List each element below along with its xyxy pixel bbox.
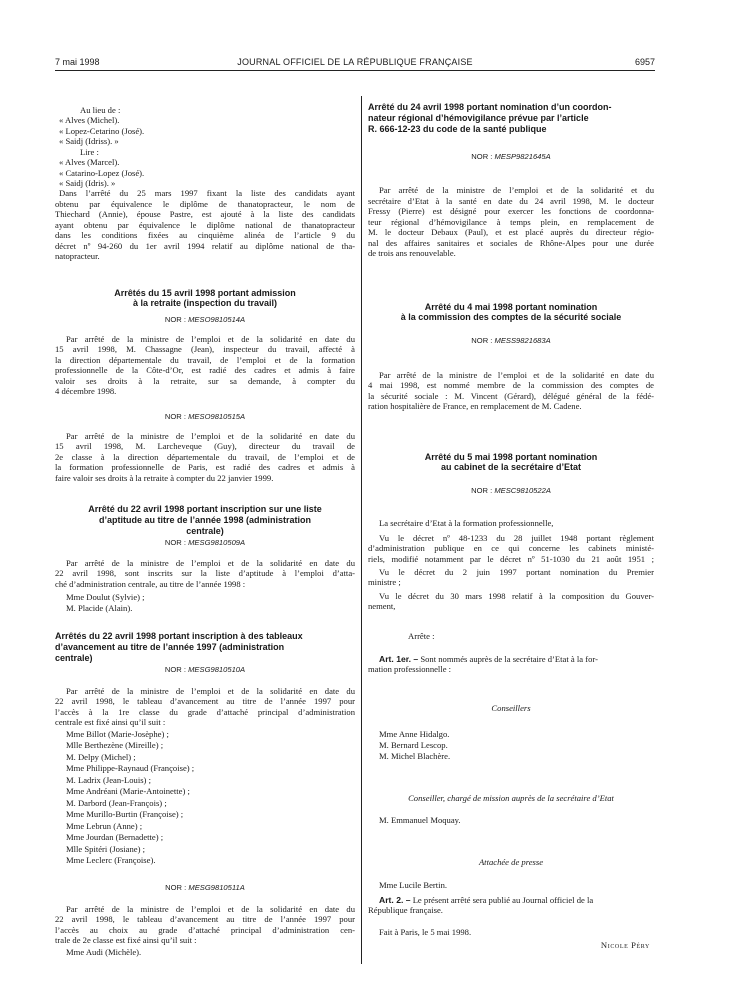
- visa-line: ministre ;: [368, 577, 401, 587]
- nor-code: MESG9810509A: [188, 538, 246, 547]
- para-line: Par arrêté de la ministre de l’emploi et de la solidarité en date du: [66, 904, 355, 914]
- para-line: 4 décembre 1998.: [55, 386, 117, 396]
- nor-label: NOR :: [164, 538, 186, 547]
- para-line: l’accès à la 1re classe du grade d’attaché principal d’administration: [55, 707, 355, 717]
- header-rule: [55, 70, 655, 71]
- name-entry: Mme Andréani (Marie-Antoinette) ;: [66, 786, 190, 796]
- erratum-line: Lire :: [80, 147, 99, 157]
- name-entry: Mlle Spitéri (Josiane) ;: [66, 844, 146, 854]
- header-page-number: 6957: [634, 57, 655, 67]
- para-line: 22 avril 1998, le tableau d’avancement au titre de l’année 1997 pour: [55, 696, 355, 706]
- name-entry: Mme Murillo-Burtin (Françoise) ;: [66, 809, 184, 819]
- section-title: d’aptitude au titre de l’année 1998 (administration: [98, 515, 312, 525]
- column-divider: [361, 96, 362, 964]
- erratum-para-line: obtenu par équivalence le diplôme de thanatopracteur, le nom de: [55, 199, 355, 209]
- para-line: la sécurité sociale : M. Vincent (Gérard), délégué général de la fédé-: [368, 391, 654, 401]
- para-line: 15 avril 1998, M. Chassagne (Jean), inspecteur du travail, affecté à: [55, 344, 355, 354]
- article-2: [379, 895, 593, 905]
- nor-reference: [55, 538, 355, 548]
- nor-reference: [368, 152, 654, 162]
- para-line: valoir ses droits à la retraite, sur sa demande, à compter du: [55, 376, 355, 386]
- name-entry: Mme Billot (Marie-Josèphe) ;: [66, 729, 169, 739]
- name-entry: Mme Audi (Michèle).: [66, 947, 142, 957]
- para-line: 22 avril 1998, sont inscrits sur la liste d’aptitude à l’emploi d’atta-: [55, 568, 355, 578]
- para-line: 4 mai 1998, est nommé membre de la commission des comptes de: [368, 380, 654, 390]
- nor-label: NOR :: [164, 412, 186, 421]
- para-line: faire valoir ses droits à la retraite à compter du 22 janvier 1999.: [55, 473, 274, 483]
- nor-reference: [55, 883, 355, 893]
- erratum-para-line: ayant obtenu par équivalence le diplôme national de thanatopracteur: [55, 220, 355, 230]
- section-title: au cabinet de la secrétaire d’Etat: [440, 462, 582, 472]
- nor-code: MESO9810515A: [188, 412, 246, 421]
- nor-code: MESP9821645A: [494, 152, 551, 161]
- page-header: [55, 57, 655, 71]
- name-entry: M. Darbord (Jean-François) ;: [66, 798, 167, 808]
- para-line: trale de 2e classe est fixé ainsi qu’il suit :: [55, 935, 197, 945]
- nor-reference: [55, 412, 355, 422]
- section-title: à la commission des comptes de la sécurité sociale: [400, 312, 622, 322]
- name-entry: M. Placide (Alain).: [66, 603, 133, 613]
- article-2-continuation: République française.: [368, 905, 443, 915]
- name-entry: M. Bernard Lescop.: [379, 740, 448, 750]
- nor-code: MESC9810522A: [494, 486, 551, 495]
- para-line: M. le docteur Debaux (Paul), et est placé auprès du directeur régio-: [368, 227, 654, 237]
- erratum-para-line: dans les conditions fixées au cinquième alinéa de l’article 9 du: [55, 230, 355, 240]
- section-title: Arrêté du 4 mai 1998 portant nomination: [424, 302, 598, 312]
- nor-code: MESS9821683A: [494, 336, 551, 345]
- article-1-continuation: mation professionnelle :: [368, 664, 452, 674]
- nor-code: MESO9810514A: [188, 315, 246, 324]
- section-title: centrale): [55, 653, 93, 663]
- nor-label: NOR :: [164, 665, 186, 674]
- name-entry: M. Emmanuel Moquay.: [379, 815, 461, 825]
- section-title: Arrêté du 5 mai 1998 portant nomination: [424, 452, 598, 462]
- para-line: Par arrêté de la ministre de l’emploi et de la solidarité en date du: [66, 558, 355, 568]
- visa-line: Vu le décret du 30 mars 1998 relatif à la composition du Gouver-: [379, 591, 654, 601]
- erratum-line: « Alves (Marcel).: [59, 157, 120, 167]
- erratum-line: « Lopez-Cetarino (José).: [59, 126, 145, 136]
- article-1-text: Sont nommés auprès de la secrétaire d’Etat à la for-: [420, 654, 598, 664]
- para-line: professionnelle de la Côte-d’Or, est radié des cadres et admis à faire: [55, 365, 355, 375]
- section-title: Arrêté du 22 avril 1998 portant inscription sur une liste: [88, 504, 322, 514]
- name-entry: Mme Leclerc (Françoise).: [66, 855, 156, 865]
- section-title: R. 666-12-23 du code de la santé publique: [368, 124, 547, 134]
- para-line: teur régional d’hémovigilance à temps plein, en remplacement de: [368, 217, 654, 227]
- arrete-line: Arrête :: [408, 631, 435, 641]
- article-1-label: Art. 1er. –: [379, 654, 419, 664]
- section-title: d’avancement au titre de l’année 1997 (administration: [55, 642, 285, 652]
- visa-line: nement,: [368, 601, 396, 611]
- erratum-line: « Alves (Michel).: [59, 115, 120, 125]
- nor-label: NOR :: [164, 315, 186, 324]
- name-entry: Mme Doulut (Sylvie) ;: [66, 592, 145, 602]
- para-line: Par arrêté de la ministre de l’emploi et de la solidarité en date du: [66, 334, 355, 344]
- fait-line: Fait à Paris, le 5 mai 1998.: [379, 927, 472, 937]
- header-date: 7 mai 1998: [55, 57, 100, 67]
- visa-line: d’administration publique en ce qui concerne les cabinets ministé-: [368, 543, 654, 553]
- para-line: 15 avril 1998, M. Larcheveque (Guy), directeur du travail de: [55, 441, 355, 451]
- name-entry: Mme Anne Hidalgo.: [379, 729, 450, 739]
- presse-heading: Attachée de presse: [478, 857, 544, 867]
- para-line: la direction départementale du travail, de l’emploi et de la formation: [55, 355, 355, 365]
- signature: Nicole Péry: [600, 940, 650, 950]
- para-line: Fressy (Pierre) est désigné pour exercer les fonctions de coordonna-: [368, 206, 654, 216]
- nor-label: NOR :: [471, 336, 493, 345]
- nor-reference: [55, 665, 355, 675]
- header-journal-title: JOURNAL OFFICIEL DE LA RÉPUBLIQUE FRANÇAISE: [237, 57, 473, 67]
- nor-code: MESG9810511A: [188, 883, 245, 892]
- nor-label: NOR :: [471, 486, 493, 495]
- para-line: ché d’administration centrale, au titre de l’année 1998 :: [55, 579, 246, 589]
- erratum-para-line: Thiechard (Annie), épouse Pastre, est ajouté à la liste des candidats: [55, 209, 355, 219]
- name-entry: Mme Lebrun (Anne) ;: [66, 821, 143, 831]
- para-line: ration hospitalière de France, en remplacement de M. Cadene.: [368, 401, 582, 411]
- para-line: nal des affaires sanitaires et sociales de Rhône-Alpes pour une durée: [368, 238, 654, 248]
- section-title: Arrêtés du 15 avril 1998 portant admission: [114, 288, 296, 298]
- nor-reference: [55, 315, 355, 325]
- erratum-line: Au lieu de :: [80, 105, 121, 115]
- section-title: nateur régional d’hémovigilance prévue par l’article: [368, 113, 589, 123]
- section-title: centrale): [186, 526, 224, 536]
- para-line: 22 avril 1998, le tableau d’avancement au titre de l’année 1997 pour: [55, 914, 355, 924]
- para-line: Par arrêté de la ministre de l’emploi et de la solidarité en date du: [66, 431, 355, 441]
- para-line: la formation professionnelle de Paris, est radié des cadres et admis à: [55, 462, 355, 472]
- visa-line: La secrétaire d’Etat à la formation professionnelle,: [379, 518, 554, 528]
- article-2-text: Le présent arrêté sera publié au Journal officiel de la: [412, 895, 594, 905]
- visa-line: Vu le décret du 2 juin 1997 portant nomination du Premier: [379, 567, 654, 577]
- para-line: Par arrêté de la ministre de l’emploi et de la solidarité en date du: [379, 370, 654, 380]
- name-entry: Mlle Berthezène (Mireille) ;: [66, 740, 164, 750]
- erratum-line: « Saidj (Idris). »: [59, 178, 116, 188]
- nor-code: MESG9810510A: [188, 665, 246, 674]
- article-1: [379, 654, 598, 664]
- name-entry: Mme Lucile Bertin.: [379, 880, 448, 890]
- erratum-para-line: natopracteur.: [55, 251, 100, 261]
- erratum-para-line: Dans l’arrêté du 25 mars 1997 fixant la liste des candidats ayant: [59, 188, 355, 198]
- article-2-label: Art. 2. –: [379, 895, 411, 905]
- para-line: centrale est fixé ainsi qu’il suit :: [55, 717, 166, 727]
- para-line: l’accès au choix au grade d’attaché principal d’administration cen-: [55, 925, 355, 935]
- para-line: secrétaire d’Etat à la santé en date du 24 avril 1998, M. le docteur: [368, 196, 654, 206]
- para-line: Par arrêté de la ministre de l’emploi et de la solidarité en date du: [66, 686, 355, 696]
- nor-label: NOR :: [165, 883, 187, 892]
- conseillers-heading: Conseillers: [491, 703, 531, 713]
- para-line: 2e classe à la direction départementale du travail, de l’emploi et de: [55, 452, 355, 462]
- section-title: à la retraite (inspection du travail): [132, 298, 278, 308]
- name-entry: M. Michel Blachère.: [379, 751, 451, 761]
- section-title: Arrêtés du 22 avril 1998 portant inscription à des tableaux: [55, 631, 303, 641]
- para-line: de trois ans renouvelable.: [368, 248, 456, 258]
- name-entry: M. Ladrix (Jean-Louis) ;: [66, 775, 151, 785]
- erratum-line: « Catarino-Lopez (José).: [59, 168, 145, 178]
- mission-heading: Conseiller, chargé de mission auprès de la secrétaire d’Etat: [408, 793, 614, 803]
- name-entry: Mme Jourdan (Bernadette) ;: [66, 832, 164, 842]
- erratum-para-line: décret nº 94-260 du 1er avril 1994 relatif au diplôme national de tha-: [55, 241, 355, 251]
- visa-line: Vu le décret nº 48-1233 du 28 juillet 1948 portant règlement: [379, 533, 654, 543]
- visa-line: riels, modifié notamment par le décret nº 51-1030 du 21 août 1951 ;: [368, 554, 654, 564]
- nor-reference: [368, 486, 654, 496]
- name-entry: Mme Philippe-Raynaud (Françoise) ;: [66, 763, 195, 773]
- section-title: Arrêté du 24 avril 1998 portant nomination d’un coordon-: [368, 102, 612, 112]
- name-entry: M. Delpy (Michel) ;: [66, 752, 136, 762]
- nor-label: NOR :: [471, 152, 493, 161]
- nor-reference: [368, 336, 654, 346]
- erratum-line: « Saidj (Idriss). »: [59, 136, 119, 146]
- para-line: Par arrêté de la ministre de l’emploi et de la solidarité et du: [379, 185, 654, 195]
